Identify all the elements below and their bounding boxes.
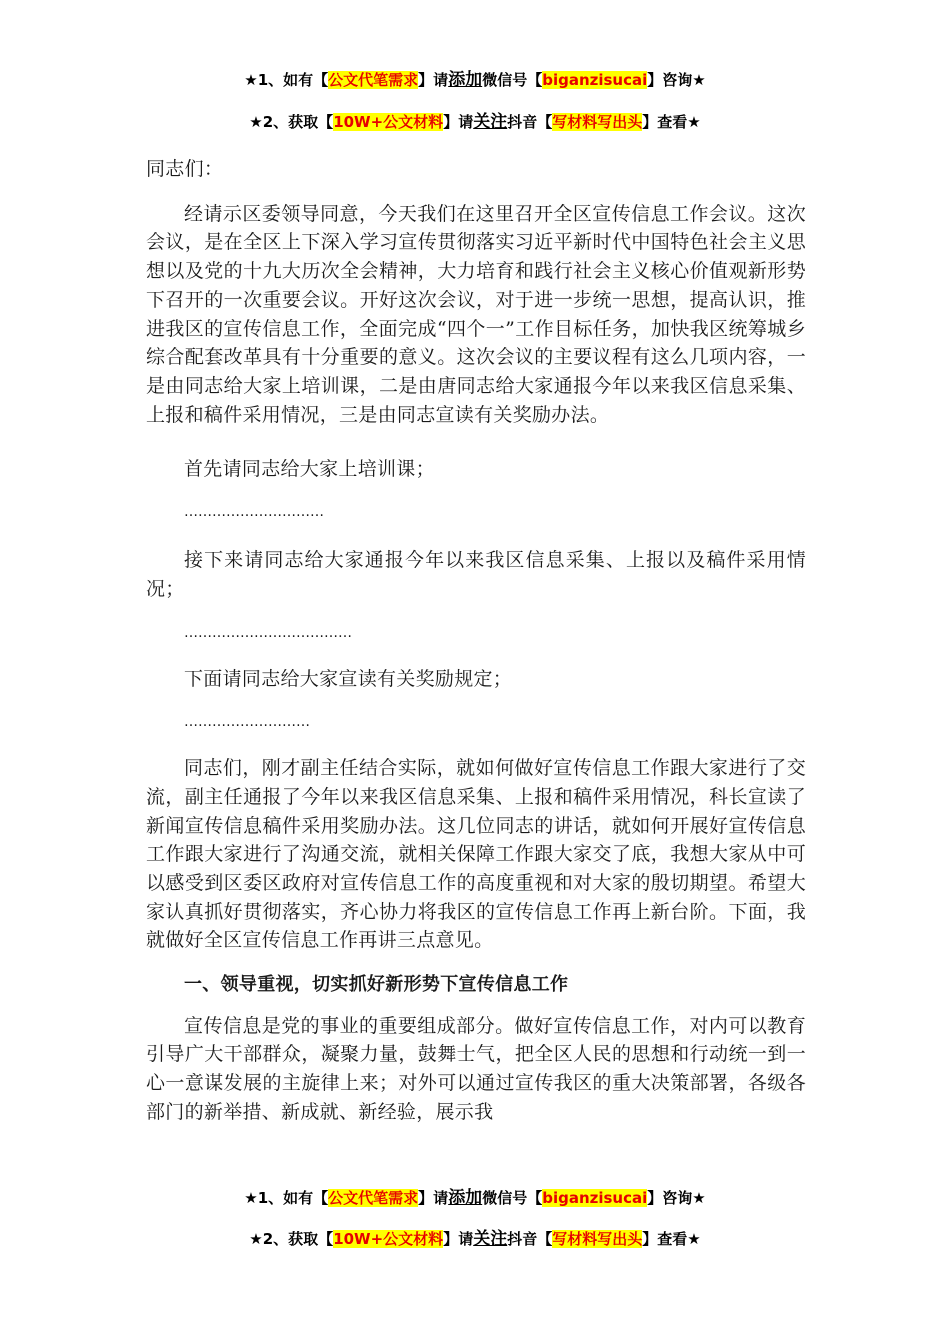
banner-highlight: 公文代笔需求 [328,71,419,89]
paragraph: 同志们，刚才副主任结合实际，就如何做好宣传信息工作跟大家进行了交流，副主任通报了今年以来我区信息采集、上报和稿件采用情况，科长宣读了新闻宣传信息稿件采用奖励办法。这几位同志的讲话，就如何开展好宣传信息工作跟大家进行了沟通交流，就相关保障工作跟大家交了底，我想大家从中可以感受到区委区政府对宣传信息工作的高度重视和对大家的殷切期望。希望大家认真抓好贯彻落实，齐心协力将我区的宣传信息工作再上新台阶。下面，我就做好全区宣传信息工作再讲三点意见。 [146,757,806,952]
banner-text: 】查看★ [642,1230,701,1248]
promo-banner-bottom-2 [0,1228,950,1250]
ellipsis-line: ………………………… [184,504,324,521]
banner-text: 抖音【 [507,113,553,131]
banner-underlined: 添加 [448,1188,483,1208]
banner-text: ★2、获取【 [249,1230,334,1248]
banner-text: 】请 [443,1230,474,1248]
paragraph: 经请示区委领导同意，今天我们在这里召开全区宣传信息工作会议。这次会议，是在全区上下深入学习宣传贯彻落实习近平新时代中国特色社会主义思想以及党的十九大历次全会精神，大力培育和践行社会主义核心价值观新形势下召开的一次重要会议。开好这次会议，对于进一步统一思想，提高认识，推进我区的宣传信息工作，全面完成“四个一”工作目标任务，加快我区统筹城乡综合配套改革具有十分重要的意义。这次会议的主要议程有这么几项内容，一是由同志给大家上培训课，二是由唐同志给大家通报今年以来我区信息采集、上报和稿件采用情况，三是由同志宣读有关奖励办法。 [146,202,806,426]
banner-underlined: 关注 [473,1229,508,1249]
banner-underlined: 添加 [448,70,483,90]
paragraph: 下面请同志给大家宣读有关奖励规定； [184,668,513,691]
banner-highlight: 写材料写出头 [552,1230,643,1248]
paragraph: 首先请同志给大家上培训课； [184,458,435,481]
banner-text: 】查看★ [642,113,701,131]
banner-text: 微信号【 [482,71,543,89]
paragraph: 宣传信息是党的事业的重要组成部分。做好宣传信息工作，对内可以教育引导广大干部群众，凝聚力量，鼓舞士气，把全区人民的思想和行动统一到一心一意谋发展的主旋律上来；对外可以通过宣传我区的重大决策部署，各级各部门的新举措、新成就、新经验，展示我 [146,1014,806,1123]
banner-highlight: biganzisucai [542,1189,648,1207]
banner-highlight: 10W+公文材料 [333,113,444,131]
banner-text: ★1、如有【 [244,71,329,89]
banner-text: 微信号【 [482,1189,543,1207]
promo-banner-top-2 [0,111,950,133]
banner-highlight: 公文代笔需求 [328,1189,419,1207]
banner-underlined: 关注 [473,112,508,132]
promo-banner-top-1 [0,69,950,91]
greeting: 同志们： [146,158,224,180]
promo-banner-bottom-1 [0,1187,950,1209]
banner-text: 】请 [418,1189,449,1207]
banner-text: ★2、获取【 [249,113,334,131]
banner-text: 】咨询★ [647,71,706,89]
ellipsis-line: ……………………………… [184,625,352,642]
banner-text: 】请 [418,71,449,89]
banner-text: 】请 [443,113,474,131]
banner-highlight: 写材料写出头 [552,113,643,131]
ellipsis-line: ……………………… [184,714,310,731]
document-body [146,155,806,1127]
banner-highlight: biganzisucai [542,71,648,89]
banner-highlight: 10W+公文材料 [333,1230,444,1248]
banner-text: 抖音【 [507,1230,553,1248]
paragraph: 接下来请同志给大家通报今年以来我区信息采集、上报以及稿件采用情况； [146,549,806,600]
banner-text: ★1、如有【 [244,1189,329,1207]
section-heading: 一、领导重视，切实抓好新形势下宣传信息工作 [184,974,569,996]
banner-text: 】咨询★ [647,1189,706,1207]
